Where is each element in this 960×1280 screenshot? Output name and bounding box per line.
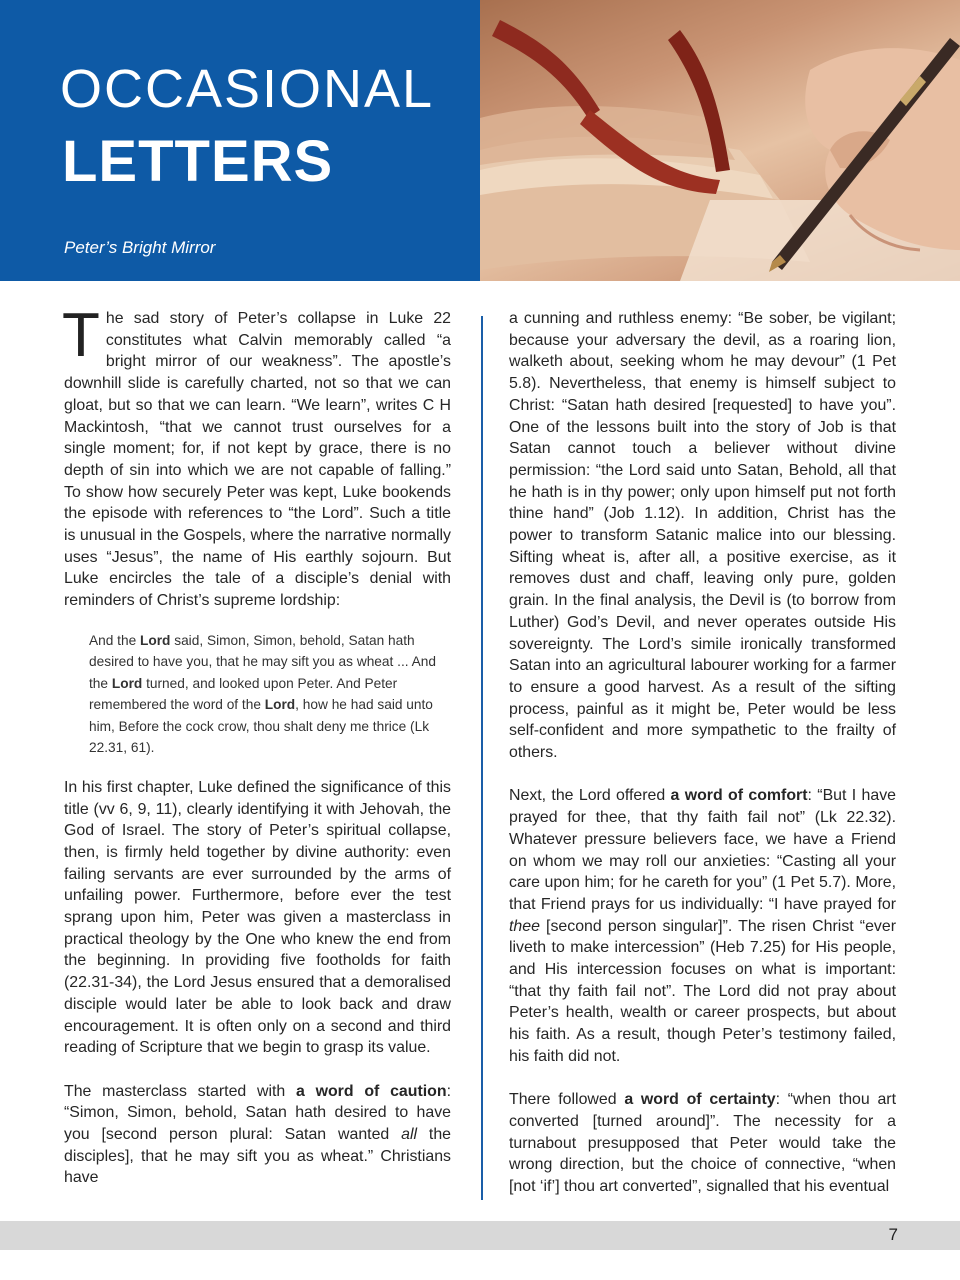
article-paragraph <box>62 301 451 612</box>
paragraph-emphasis: a word of comfort <box>670 787 808 805</box>
paragraph-text: [second person singular]”. The risen Christ “ever liveth to make intercession” (Heb 7.25) for His people, and His intercession focuses on what is important: “that thy faith fail not”. The Lord did not pray about Peter’s health, wealth or career prospects, but about his faith. As a result, though Peter’s testimony failed, his faith did not. <box>509 917 896 1065</box>
header-title-panel <box>0 0 480 281</box>
article-subtitle: Peter’s Bright Mirror <box>64 238 216 257</box>
article-paragraph <box>64 1081 451 1190</box>
paragraph-text: Next, the Lord offered <box>509 787 671 805</box>
article-left-column <box>62 301 451 1189</box>
article-paragraph: In his first chapter, Luke defined the significance of this title (vv 6, 9, 11), clearly identifying it with Jehovah, the God of Israel. The story of Peter’s spiritual collapse, then, is firmly held together by divine authority: even failing servants are ever surrounded by the arms of unfailing power. Furthermore, before ever the test sprang upon him, Peter was given a masterclass in practical theology by the One who knew the end from the beginning. In providing five footholds for faith (22.31-34), the Lord Jesus ensured that a demoralised disciple would later be able to look back and draw encouragement. It is often only on a second and third reading of Scripture that we begin to grasp its value. <box>64 778 451 1057</box>
page-footer-bar <box>0 1221 960 1250</box>
article-paragraph: a cunning and ruthless enemy: “Be sober, be vigilant; because your adversary the devil, as a roaring lion, walketh about, seeking whom he may devour” (1 Pet 5.8). Nevertheless, that enemy is himself subject to Christ: “Satan hath desired [requested] to have you”. One of the lessons built into the story of Job is that Satan cannot touch a believer without divine permission: “the Lord said unto Satan, Behold, all that he hath is in thy power; only upon himself put not forth thine hand” (Job 1.12). In addition, Christ has the power to transform Satanic malice into our blessing. Sifting wheat is, after all, a positive exercise, as it removes dust and chaff, leaving only pure, golden grain. In the final analysis, the Devil is (to borrow from Luther) God’s Devil, and never operates outside His sovereignty. The Lord’s simile ironically transformed Satan into an agricultural labourer working for a farmer to ensure a good harvest. As a result of the sifting process, painful as it might be, Peter would be less self-confident and more sympathetic to the frailty of others. <box>509 310 896 762</box>
paragraph-text: The masterclass started with <box>64 1082 297 1100</box>
paragraph-emphasis: a word of certainty <box>624 1091 776 1109</box>
paragraph-text: the disciples], that he may sift you as wheat.” Christians have <box>64 1126 451 1187</box>
quote-text: , how he had said unto him, Before the cock crow, thou shalt deny me thrice (Lk 22.31, 61). <box>89 697 433 756</box>
quote-emphasis: Lord <box>264 697 296 713</box>
page-number: 7 <box>888 1225 898 1244</box>
article-paragraph <box>509 785 896 1067</box>
section-title-light: OCCASIONAL <box>60 59 435 119</box>
paragraph-text: : “But I have prayed for thee, that thy faith fail not” (Lk 22.32). Whatever pressure believers face, we have a Friend on whom we may roll our anxieties: “Casting all your care upon him; for he careth for you” (1 Pet 5.7). More, that Friend prays for us individually: “I have prayed for <box>509 787 896 913</box>
quote-text: And the <box>89 632 140 648</box>
paragraph-italic: thee <box>509 917 540 935</box>
paragraph-text: : “when thou art converted [turned around]”. The necessity for a turnabout presupposed that Peter would take the wrong direction, but the choice of connective, “when [not ‘if’] thou art converted”, signalled that his eventual <box>509 1091 896 1196</box>
article-paragraph <box>509 1089 896 1198</box>
quote-text: turned, and looked upon Peter. And Peter remembered the word of the <box>89 675 398 713</box>
quote-text: said, Simon, Simon, behold, Satan hath desired to have you, that he may sift you as wheat ... And the <box>89 632 436 691</box>
quote-emphasis: Lord <box>111 675 143 691</box>
writing-hand-photo-icon <box>480 0 960 281</box>
scripture-quote <box>89 630 451 759</box>
header-banner <box>0 0 960 281</box>
paragraph-text: : “Simon, Simon, behold, Satan hath desired to have you [second person plural: Satan wanted <box>64 1082 451 1144</box>
paragraph-text: he sad story of Peter’s collapse in Luke 22 constitutes what Calvin memorably called “a bright mirror of our weakness”. The apostle’s downhill slide is carefully charted, not so that we can gloat, but so that we can learn. “We learn”, writes C H Mackintosh, “that we cannot trust ourselves for a single moment; for, if not kept by grace, there is no depth of sin into which we are not capable of falling.” To show how securely Peter was kept, Luke bookends the episode with references to “the Lord”. Such a title is unusual in the Gospels, where the narrative normally uses “Jesus”, the name of His earthly sojourn. But Luke encircles the tale of a disciple’s denial with reminders of Christ’s supreme lordship: <box>64 310 451 610</box>
article-right-column <box>509 308 896 1198</box>
paragraph-italic: all <box>401 1126 418 1144</box>
column-divider <box>481 316 483 1200</box>
section-title-bold: LETTERS <box>62 129 334 194</box>
paragraph-text: There followed <box>509 1091 625 1109</box>
drop-cap: T <box>62 301 100 370</box>
quote-emphasis: Lord <box>140 632 171 648</box>
paragraph-emphasis: a word of caution <box>296 1082 447 1100</box>
